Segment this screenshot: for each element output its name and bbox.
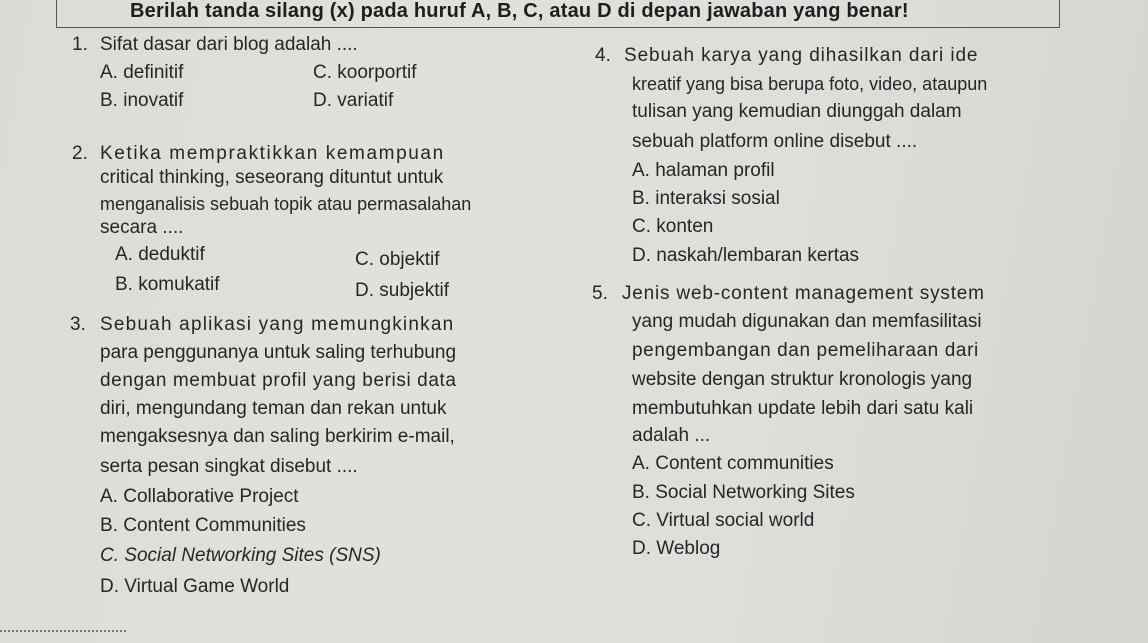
question-4-option-a[interactable]: A. halaman profil bbox=[632, 160, 775, 181]
question-4-line-1: Sebuah karya yang dihasilkan dari ide bbox=[624, 45, 979, 66]
question-5-option-d[interactable]: D. Weblog bbox=[632, 538, 721, 559]
dotted-divider bbox=[0, 630, 126, 632]
question-2-line-2: critical thinking, seseorang dituntut untuk bbox=[100, 167, 444, 188]
question-5-line-5: membutuhkan update lebih dari satu kali bbox=[632, 398, 974, 419]
question-4-line-2: kreatif yang bisa berupa foto, video, ataupun bbox=[632, 74, 988, 94]
question-4-line-4: sebuah platform online disebut .... bbox=[632, 131, 918, 152]
question-3-option-a[interactable]: A. Collaborative Project bbox=[100, 486, 299, 507]
question-5-line-2: yang mudah digunakan dan memfasilitasi bbox=[632, 311, 982, 332]
question-5-option-b[interactable]: B. Social Networking Sites bbox=[632, 482, 855, 503]
question-3-line-2: para penggunanya untuk saling terhubung bbox=[100, 342, 457, 363]
question-2-option-b[interactable]: B. komukatif bbox=[115, 274, 220, 295]
question-1-option-d[interactable]: D. variatif bbox=[313, 90, 394, 111]
question-3-line-4: diri, mengundang teman dan rekan untuk bbox=[100, 398, 447, 419]
question-4-option-b[interactable]: B. interaksi sosial bbox=[632, 188, 780, 209]
question-3-line-3: dengan membuat profil yang berisi data bbox=[100, 370, 457, 391]
question-3-line-6: serta pesan singkat disebut .... bbox=[100, 456, 358, 477]
question-4-option-d[interactable]: D. naskah/lembaran kertas bbox=[632, 245, 860, 266]
question-3-option-c[interactable]: C. Social Networking Sites (SNS) bbox=[100, 545, 381, 566]
question-1-text: Sifat dasar dari blog adalah .... bbox=[100, 34, 358, 55]
question-3-option-b[interactable]: B. Content Communities bbox=[100, 515, 306, 536]
question-1-option-a[interactable]: A. definitif bbox=[100, 62, 184, 83]
question-5-number: 5. bbox=[592, 283, 608, 304]
question-2-line-3: menganalisis sebuah topik atau permasalahan bbox=[100, 194, 472, 214]
question-5-option-a[interactable]: A. Content communities bbox=[632, 453, 834, 474]
question-1-option-b[interactable]: B. inovatif bbox=[100, 90, 184, 111]
question-2-number: 2. bbox=[72, 143, 88, 164]
question-3-option-d[interactable]: D. Virtual Game World bbox=[100, 576, 290, 597]
question-3-line-5: mengaksesnya dan saling berkirim e-mail, bbox=[100, 426, 455, 447]
question-5-line-6: adalah ... bbox=[632, 425, 711, 446]
question-5-line-4: website dengan struktur kronologis yang bbox=[632, 369, 973, 390]
question-3-line-1: Sebuah aplikasi yang memungkinkan bbox=[100, 314, 455, 335]
question-2-option-a[interactable]: A. deduktif bbox=[115, 244, 205, 265]
question-2-option-c[interactable]: C. objektif bbox=[355, 249, 440, 270]
question-4-number: 4. bbox=[595, 45, 611, 66]
question-4-line-3: tulisan yang kemudian diunggah dalam bbox=[632, 101, 962, 122]
question-4-option-c[interactable]: C. konten bbox=[632, 216, 714, 237]
instruction-text: Berilah tanda silang (x) pada huruf A, B, C, atau D di depan jawaban yang benar! bbox=[130, 0, 909, 22]
question-2-line-4: secara .... bbox=[100, 217, 184, 238]
question-2-line-1: Ketika mempraktikkan kemampuan bbox=[100, 143, 445, 164]
question-2-option-d[interactable]: D. subjektif bbox=[355, 280, 449, 301]
question-3-number: 3. bbox=[70, 314, 86, 335]
question-5-option-c[interactable]: C. Virtual social world bbox=[632, 510, 815, 531]
question-5-line-3: pengembangan dan pemeliharaan dari bbox=[632, 340, 979, 361]
question-1-option-c[interactable]: C. koorportif bbox=[313, 62, 417, 83]
question-5-line-1: Jenis web-content management system bbox=[622, 283, 985, 304]
question-1-number: 1. bbox=[72, 34, 88, 55]
